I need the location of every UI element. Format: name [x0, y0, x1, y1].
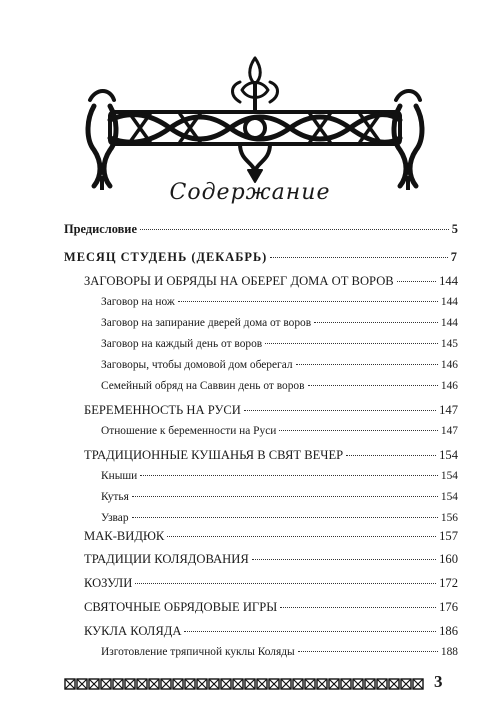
- toc-entry-label: ТРАДИЦИИ КОЛЯДОВАНИЯ: [84, 552, 249, 566]
- toc-entry-label: Узвар: [101, 512, 129, 524]
- toc-entry-page: 160: [439, 552, 458, 566]
- toc-dot-leader: [346, 454, 436, 456]
- toc-entry[interactable]: [101, 469, 458, 484]
- toc-dot-leader: [140, 474, 438, 476]
- toc-entry[interactable]: [84, 624, 458, 639]
- celtic-knot-ornament: [80, 50, 430, 190]
- toc-entry[interactable]: [101, 645, 458, 660]
- toc-entry[interactable]: [64, 222, 458, 237]
- toc-entry[interactable]: [101, 316, 458, 331]
- toc-dot-leader: [280, 606, 436, 608]
- toc-dot-leader: [270, 256, 448, 258]
- toc-entry-label: Заговор на запирание дверей дома от воров: [101, 317, 312, 329]
- toc-entry-page: 154: [440, 470, 458, 482]
- toc-dot-leader: [140, 228, 449, 230]
- toc-entry[interactable]: [84, 576, 458, 591]
- toc-dot-leader: [308, 384, 438, 386]
- toc-entry-label: Отношение к беременности на Руси: [101, 425, 277, 437]
- toc-dot-leader: [132, 516, 438, 518]
- toc-entry-label: ТРАДИЦИОННЫЕ КУШАНЬЯ В СВЯТ ВЕЧЕР: [84, 448, 344, 462]
- toc-entry[interactable]: [84, 448, 458, 463]
- toc-entry-page: 154: [439, 448, 458, 462]
- toc-dot-leader: [244, 409, 436, 411]
- footer-ornament-border: [64, 678, 424, 690]
- toc-dot-leader: [296, 363, 438, 365]
- toc-dot-leader: [252, 558, 436, 560]
- toc-entry-label: МАК-ВИДЮК: [84, 529, 165, 543]
- toc-entry-label: Кутья: [101, 491, 129, 503]
- toc-dot-leader: [178, 300, 438, 302]
- toc-dot-leader: [298, 650, 438, 652]
- toc-dot-leader: [184, 630, 436, 632]
- toc-entry[interactable]: [101, 424, 458, 439]
- toc-entry-label: Семейный обряд на Саввин день от воров: [101, 380, 305, 392]
- toc-entry-label: МЕСЯЦ СТУДЕНЬ (ДЕКАБРЬ): [64, 250, 268, 264]
- toc-dot-leader: [314, 321, 438, 323]
- toc-entry[interactable]: [101, 511, 458, 526]
- toc-entry-label: ЗАГОВОРЫ И ОБРЯДЫ НА ОБЕРЕГ ДОМА ОТ ВОРОВ: [84, 274, 394, 288]
- toc-entry-label: Изготовление тряпичной куклы Коляды: [101, 646, 295, 658]
- toc-entry[interactable]: [64, 250, 458, 265]
- toc-entry-page: 144: [439, 274, 458, 288]
- toc-entry-page: 172: [439, 576, 458, 590]
- toc-entry[interactable]: [101, 337, 458, 352]
- toc-entry[interactable]: [84, 529, 458, 544]
- toc-entry-label: Кныши: [101, 470, 138, 482]
- toc-entry-page: 7: [450, 250, 458, 264]
- toc-entry-label: Заговоры, чтобы домовой дом оберегал: [101, 359, 293, 371]
- toc-entry-page: 186: [439, 624, 458, 638]
- toc-entry-label: БЕРЕМЕННОСТЬ НА РУСИ: [84, 403, 241, 417]
- toc-dot-leader: [132, 495, 438, 497]
- toc-entry[interactable]: [84, 403, 458, 418]
- toc-entry-page: 154: [440, 491, 458, 503]
- toc-entry[interactable]: [84, 552, 458, 567]
- toc-entry-page: 147: [439, 403, 458, 417]
- toc-entry[interactable]: [101, 490, 458, 505]
- toc-entry-page: 144: [440, 317, 458, 329]
- toc-entry-page: 146: [440, 380, 458, 392]
- toc-entry-label: Предисловие: [64, 222, 137, 236]
- toc-dot-leader: [265, 342, 438, 344]
- toc-dot-leader: [167, 535, 436, 537]
- toc-dot-leader: [397, 280, 436, 282]
- toc-entry-page: 146: [440, 359, 458, 371]
- toc-entry-page: 145: [440, 338, 458, 350]
- toc-entry[interactable]: [84, 600, 458, 615]
- toc-dot-leader: [279, 429, 438, 431]
- toc-entry-label: КОЗУЛИ: [84, 576, 133, 590]
- toc-entry-label: СВЯТОЧНЫЕ ОБРЯДОВЫЕ ИГРЫ: [84, 600, 278, 614]
- toc-entry-page: 176: [439, 600, 458, 614]
- toc-entry[interactable]: [101, 379, 458, 394]
- toc-entry[interactable]: [101, 295, 458, 310]
- toc-entry-label: Заговор на нож: [101, 296, 175, 308]
- toc-entry[interactable]: [84, 274, 458, 289]
- page-number: 3: [434, 672, 443, 691]
- toc-entry-page: 147: [440, 425, 458, 437]
- toc-entry-page: 188: [440, 646, 458, 658]
- toc-dot-leader: [135, 582, 436, 584]
- toc-entry-label: КУКЛА КОЛЯДА: [84, 624, 182, 638]
- page-title: Содержание: [169, 180, 331, 205]
- toc-entry-page: 144: [440, 296, 458, 308]
- toc-entry-page: 157: [439, 529, 458, 543]
- toc-entry-page: 5: [451, 222, 458, 236]
- toc-entry-page: 156: [440, 512, 458, 524]
- toc-entry[interactable]: [101, 358, 458, 373]
- toc-entry-label: Заговор на каждый день от воров: [101, 338, 263, 350]
